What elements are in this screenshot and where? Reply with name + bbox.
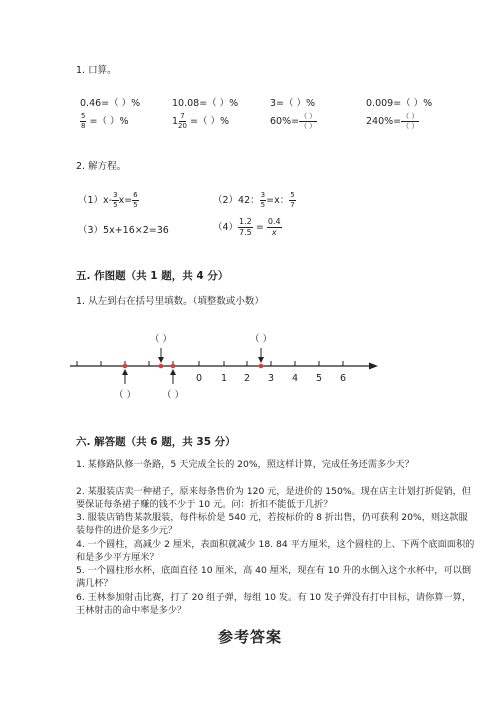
section-5-heading: 五. 作图题（共 1 题，共 4 分） [76, 270, 229, 282]
oral-calc-item: 0.009=（ ）% [366, 98, 433, 109]
problem-6: 6. 王林参加射击比赛，打了 20 组子弹，每组 10 发。有 10 发子弹没有打中目标，请你算一算，王林射击的命中率是多少？ [76, 592, 472, 617]
oral-calc-item: 3=（ ）% [270, 98, 316, 109]
fraction: $\frac{1.2}{7.5}$ [239, 217, 252, 237]
fraction: $\frac{5}{8}$ [81, 112, 86, 130]
tick-label: 2 [243, 373, 251, 384]
section-6-heading: 六. 解答题（共 6 题，共 35 分） [76, 436, 236, 448]
tick-label: 6 [339, 373, 347, 384]
problem-3: 3. 服装店销售某款服装，每件标价是 540 元，若按标价的 8 折出售，仍可获利 20%，则这款服装每件的进价是多少元？ [76, 512, 468, 537]
oral-calc-item: 10.08=（ ）% [172, 98, 239, 109]
marked-point [159, 364, 164, 369]
oral-calc-item: 0.46=（ ）% [80, 98, 141, 109]
oral-calc-item: 1 $\frac{7}{20}$ =（ ）% [172, 112, 230, 130]
equation-4: （4） $\frac{1.2}{7.5}$ = $\frac{0.4}{x}$ [213, 217, 281, 237]
marked-point [171, 364, 176, 369]
oral-calc-item: 240%= $\frac{( )}{( )}$ [366, 112, 419, 130]
up-arrow-icon [170, 369, 176, 384]
oral-calc-item: 60%= $\frac{( )}{( )}$ [270, 112, 317, 130]
tick-label: 1 [220, 373, 228, 384]
answer-blank: （ ） [149, 334, 173, 345]
down-arrow-icon [158, 348, 164, 363]
question-2-title: 2. 解方程。 [76, 161, 127, 172]
answer-blank: （ ） [113, 390, 137, 401]
fraction: $\frac{( )}{( )}$ [402, 112, 419, 130]
section-5-question: 1. 从左到右在括号里填数。（填整数或小数） [76, 296, 264, 307]
fraction: $\frac{5}{7}$ [290, 191, 295, 209]
fraction: $\frac{3}{5}$ [113, 191, 118, 209]
fraction: $\frac{7}{20}$ [178, 112, 187, 130]
equation-1: （1）x- $\frac{3}{5}$ x= $\frac{6}{5}$ [78, 191, 138, 209]
number-line-diagram [60, 328, 390, 410]
down-arrow-icon [258, 348, 264, 363]
tick-label: 0 [195, 373, 203, 384]
tick-marks [77, 361, 343, 366]
tick-label: 4 [291, 373, 299, 384]
marked-point [123, 364, 128, 369]
problem-5: 5. 一个圆柱形水杯，底面直径 10 厘米，高 40 厘米，现在有 10 升的水倒入这个水杯中，可以倒满几杯？ [76, 565, 472, 590]
oral-calc-item: $\frac{5}{8}$ =（ ）% [81, 112, 129, 130]
fraction: $\frac{6}{5}$ [133, 191, 138, 209]
tick-label: 3 [267, 373, 275, 384]
answer-blank: （ ） [161, 390, 185, 401]
problem-4: 4. 一个圆柱，高减少 2 厘米，表面积就减少 18. 84 平方厘米，这个圆柱的上、下两个底面面积的和是多少平方厘米？ [76, 539, 475, 564]
marked-point [259, 364, 264, 369]
fraction: $\frac{0.4}{x}$ [267, 217, 281, 237]
arrow-head-icon [369, 363, 378, 370]
tick-label: 5 [315, 373, 323, 384]
question-1-title: 1. 口算。 [76, 65, 117, 76]
fraction: $\frac{( )}{( )}$ [300, 112, 317, 130]
equation-2: （2）42： $\frac{3}{5}$ =x： $\frac{5}{7}$ [213, 191, 295, 209]
equation-3: （3）5x+16×2=36 [78, 225, 169, 236]
fraction: $\frac{3}{5}$ [260, 191, 266, 209]
up-arrow-icon [122, 369, 128, 384]
answers-title: 参考答案 [217, 628, 282, 646]
answer-blank: （ ） [249, 334, 273, 345]
problem-2: 2. 某服装店卖一种裙子，原来每条售价为 120 元，是进价的 150%。现在店主计划打折促销，但要保证每条裙子赚的钱不少于 10 元。问：折扣不能低于几折？ [76, 486, 471, 511]
problem-1: 1. 某修路队修一条路，5 天完成全长的 20%，照这样计算，完成任务还需多少天？ [76, 459, 414, 470]
